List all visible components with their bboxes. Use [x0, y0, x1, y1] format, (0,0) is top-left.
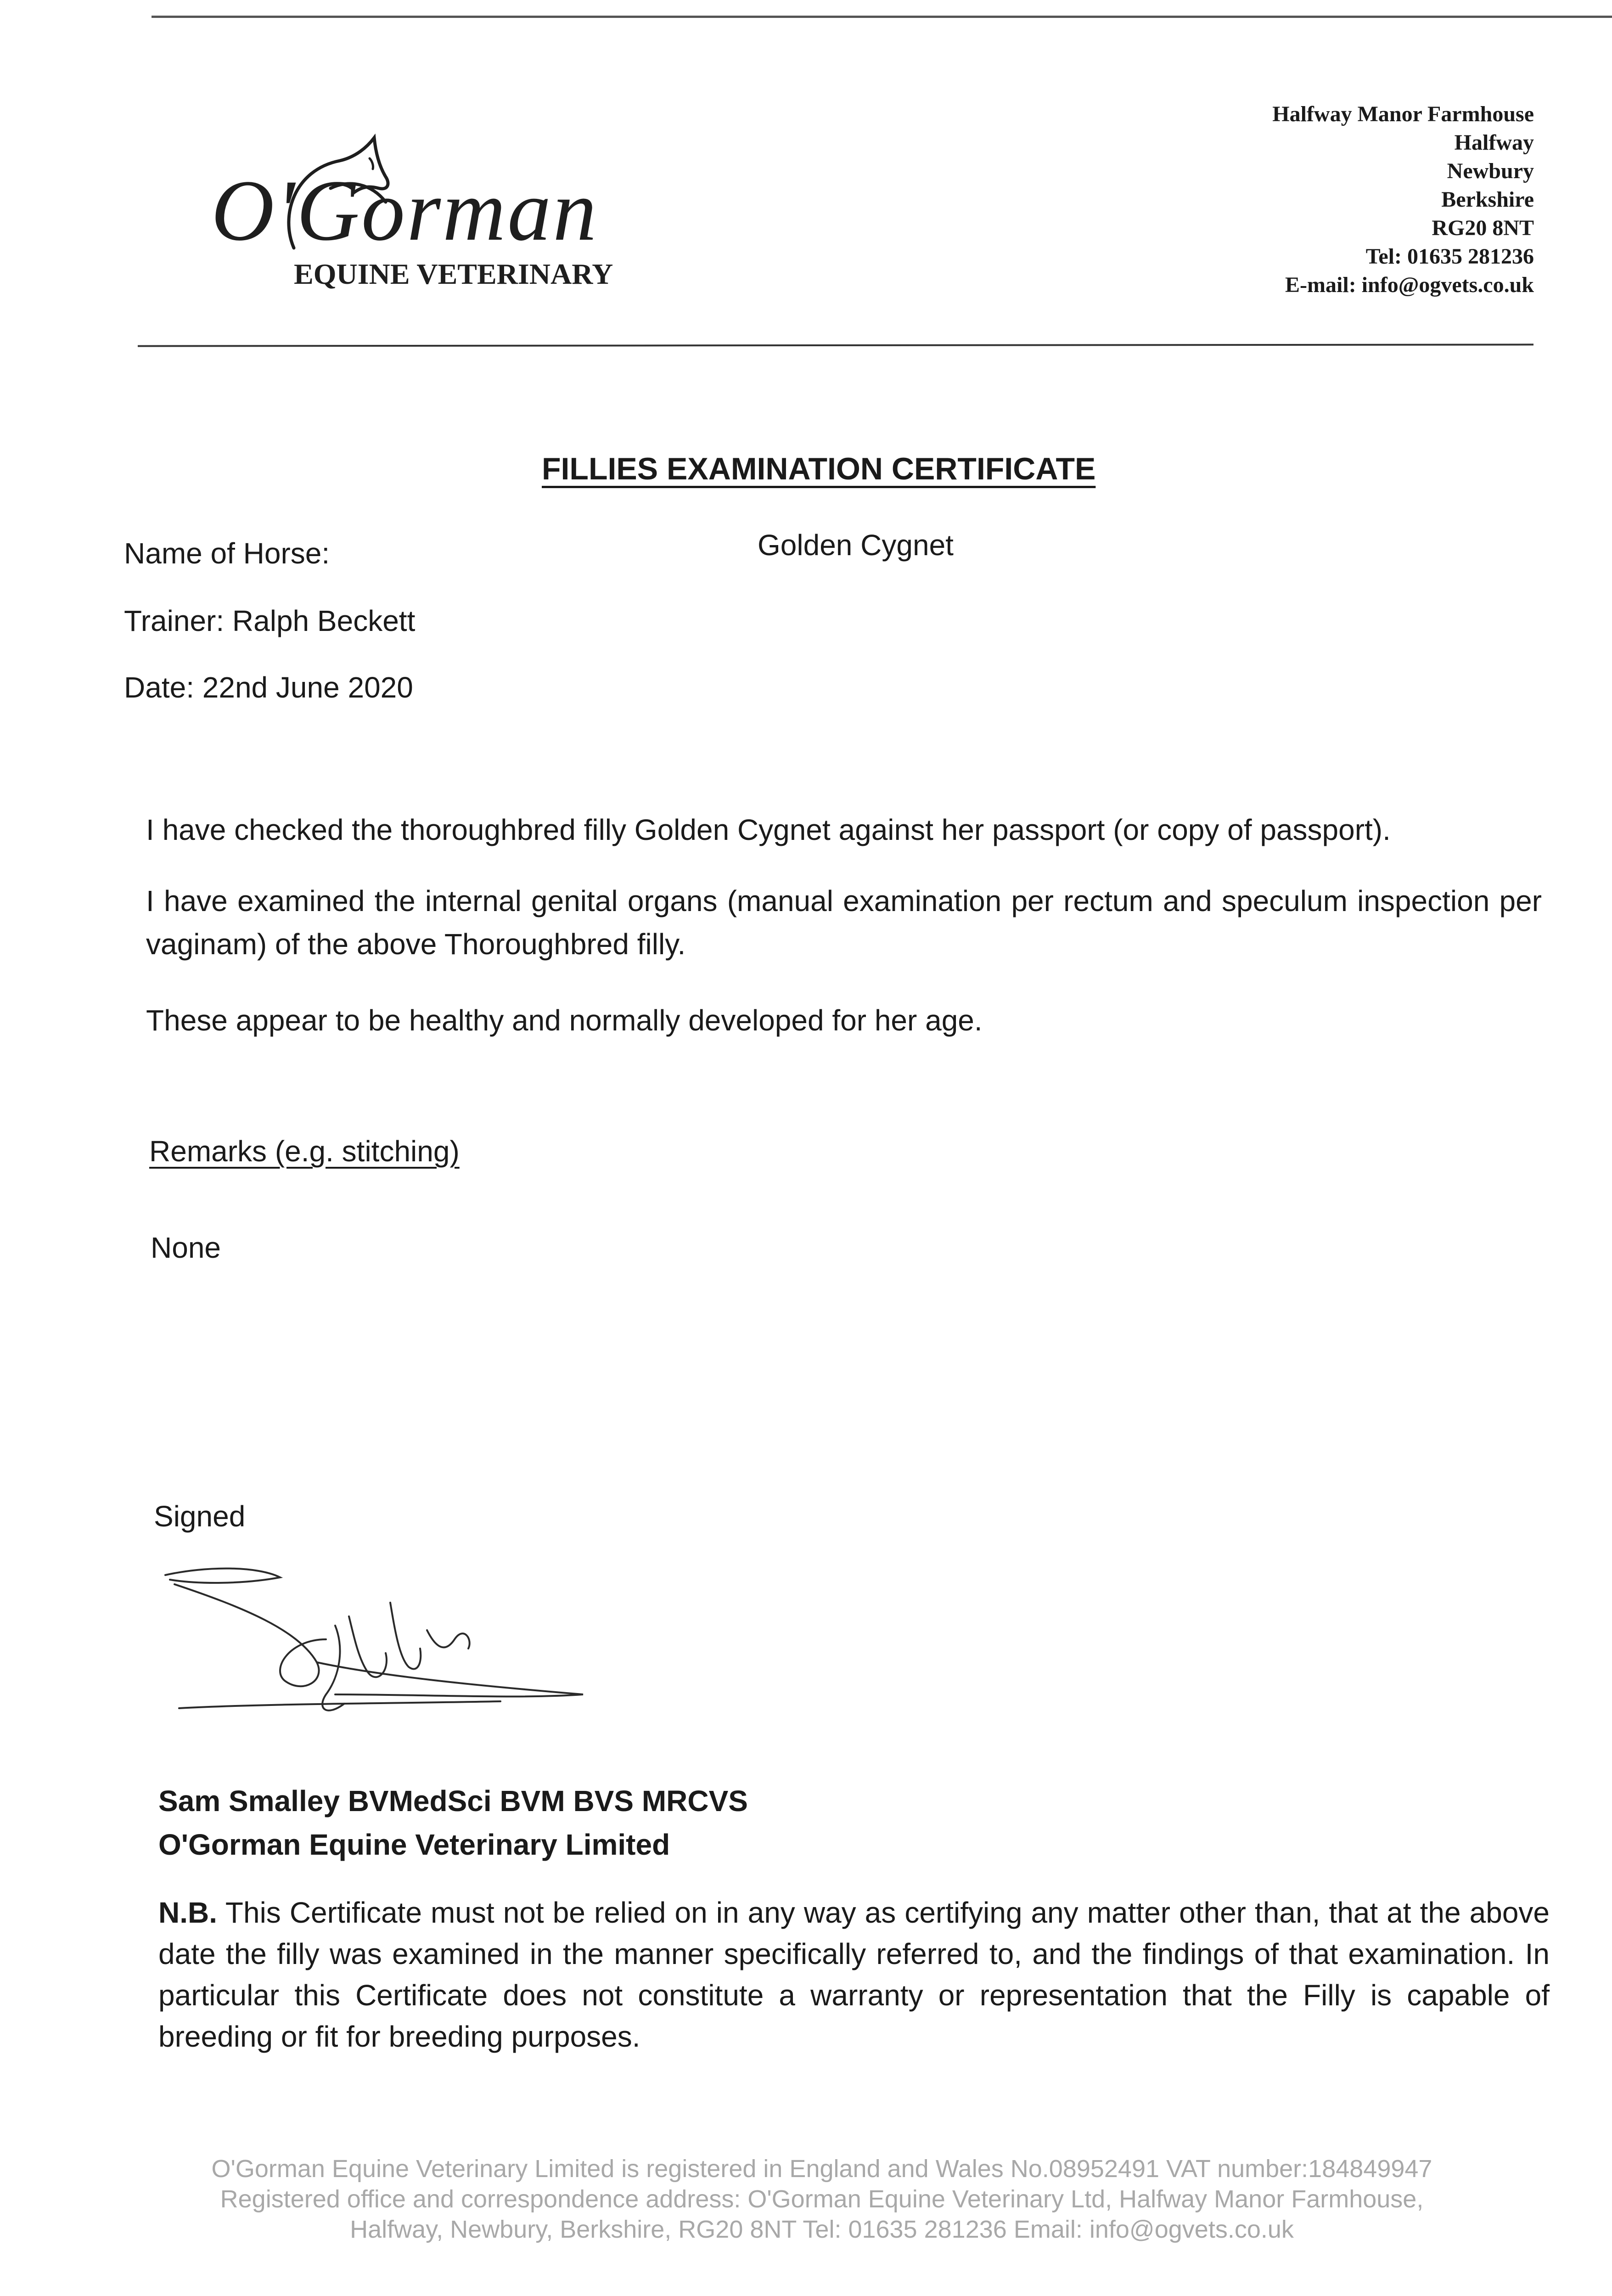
- passport-check-paragraph: I have checked the thoroughbred filly Golden Cygnet against her passport (or copy of passport).: [146, 813, 1391, 846]
- handwritten-signature: [152, 1557, 611, 1740]
- disclaimer-note: [158, 1892, 1550, 2057]
- address-line: Halfway Manor Farmhouse: [1272, 102, 1534, 126]
- address-block: [1272, 100, 1534, 299]
- footer-line: Halfway, Newbury, Berkshire, RG20 8NT Tel: 01635 281236 Email: info@ogvets.co.uk: [350, 2216, 1294, 2243]
- note-text: This Certificate must not be relied on in any way as certifying any matter other than, that at the above date the filly was examined in the manner specifically referred to, and the findings of that examination. In particular this Certificate does not constitute a warranty or representation that the Filly is capable of breeding or fit for breeding purposes.: [158, 1896, 1550, 2053]
- signer-company: O'Gorman Equine Veterinary Limited: [158, 1828, 670, 1861]
- signed-label: Signed: [154, 1500, 246, 1533]
- trainer-field: Trainer: Ralph Beckett: [124, 604, 416, 637]
- address-tel: Tel: 01635 281236: [1365, 244, 1534, 269]
- address-email: E-mail: info@ogvets.co.uk: [1285, 273, 1534, 297]
- address-line: RG20 8NT: [1432, 216, 1534, 240]
- signer-name: Sam Smalley BVMedSci BVM BVS MRCVS: [158, 1784, 748, 1818]
- logo-wordmark: O'Gorman: [211, 163, 599, 259]
- address-line: Newbury: [1447, 159, 1534, 183]
- date-field: Date: 22nd June 2020: [124, 671, 413, 704]
- address-line: Berkshire: [1441, 187, 1534, 212]
- horse-name-label: Name of Horse:: [124, 537, 330, 570]
- document-title: FILLIES EXAMINATION CERTIFICATE: [542, 451, 1096, 486]
- remarks-heading: Remarks (e.g. stitching): [149, 1135, 460, 1168]
- footer: [138, 2154, 1506, 2245]
- horse-name-value: Golden Cygnet: [758, 529, 954, 562]
- footer-line: O'Gorman Equine Veterinary Limited is registered in England and Wales No.08952491 VAT number:184849947: [211, 2155, 1432, 2183]
- logo-subtitle: EQUINE VETERINARY: [294, 258, 613, 290]
- logo: [211, 124, 693, 289]
- address-line: Halfway: [1454, 130, 1534, 155]
- footer-line: Registered office and correspondence address: O'Gorman Equine Veterinary Ltd, Halfway Manor Farmhouse,: [220, 2185, 1424, 2213]
- note-prefix: N.B.: [158, 1896, 217, 1929]
- top-scan-rule: [152, 16, 1612, 18]
- examination-paragraph: I have examined the internal genital organs (manual examination per rectum and speculum inspection per vaginam) of the above Thoroughbred filly.: [146, 884, 1542, 961]
- remarks-value: None: [151, 1231, 221, 1264]
- header-divider: [138, 343, 1533, 347]
- findings-paragraph: These appear to be healthy and normally developed for her age.: [146, 1004, 983, 1037]
